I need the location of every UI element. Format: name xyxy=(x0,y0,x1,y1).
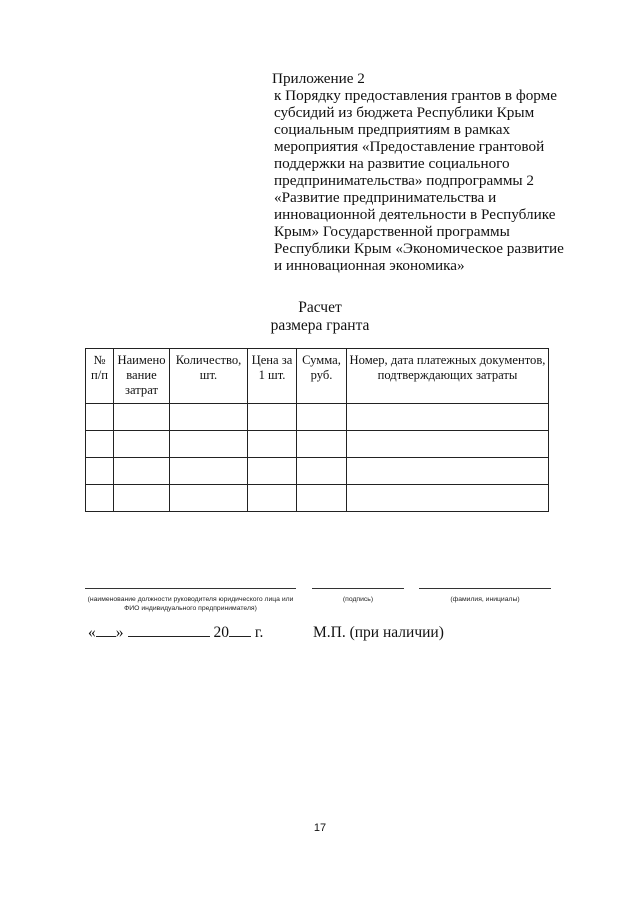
table-row xyxy=(86,404,549,431)
position-signature-line[interactable] xyxy=(85,588,296,589)
date-close-quote: » xyxy=(115,624,124,641)
table-cell[interactable] xyxy=(86,485,114,512)
page-number: 17 xyxy=(313,822,327,834)
table-cell[interactable] xyxy=(114,485,170,512)
table-cell[interactable] xyxy=(297,485,347,512)
table-cell[interactable] xyxy=(170,404,248,431)
table-row xyxy=(86,431,549,458)
table-cell[interactable] xyxy=(170,431,248,458)
appendix-title: Приложение 2 xyxy=(272,70,365,87)
date-open-quote: « xyxy=(88,624,96,641)
year-suffix: г. xyxy=(254,624,264,641)
position-caption: (наименование должности руководителя юридического лица или ФИО индивидуального предпринимателя) xyxy=(87,596,294,612)
table-cell[interactable] xyxy=(248,485,297,512)
day-field[interactable] xyxy=(96,624,116,637)
table-cell[interactable] xyxy=(170,485,248,512)
table-cell[interactable] xyxy=(297,431,347,458)
date-line xyxy=(88,624,263,642)
table-row xyxy=(86,485,549,512)
header-cell-sum: Сумма, руб. xyxy=(297,349,347,404)
header-cell-expense-name: Наимено вание затрат xyxy=(114,349,170,404)
calc-title: Расчет xyxy=(298,299,342,316)
year-prefix: 20 xyxy=(213,624,229,641)
table-cell[interactable] xyxy=(347,404,549,431)
table-row xyxy=(86,458,549,485)
table-cell[interactable] xyxy=(114,404,170,431)
table-cell[interactable] xyxy=(297,458,347,485)
table-cell[interactable] xyxy=(114,431,170,458)
name-caption: (фамилия, инициалы) xyxy=(450,596,520,603)
header-cell-unit-price: Цена за 1 шт. xyxy=(248,349,297,404)
signature-caption: (подпись) xyxy=(342,596,374,603)
table-cell[interactable] xyxy=(86,431,114,458)
table-cell[interactable] xyxy=(170,458,248,485)
header-cell-number: № п/п xyxy=(86,349,114,404)
table-cell[interactable] xyxy=(86,404,114,431)
table-cell[interactable] xyxy=(86,458,114,485)
appendix-description: к Порядку предоставления грантов в форме субсидий из бюджета Республики Крым социальным предприятиям в рамках мероприятия «Предоставление грантовой поддержки на развитие социального предпринимательства» подпрограммы 2 «Развитие предпринимательства и инновационной деятельности в Республике Крым» Государственной программы Республики Крым «Экономическое развитие и инновационная экономика» xyxy=(274,87,564,274)
grant-calculation-table xyxy=(85,348,549,512)
table-cell[interactable] xyxy=(114,458,170,485)
calc-subtitle: размера гранта xyxy=(270,317,370,334)
month-field[interactable] xyxy=(128,624,210,637)
table-cell[interactable] xyxy=(347,431,549,458)
table-header-row xyxy=(86,349,549,404)
year-field[interactable] xyxy=(229,624,251,637)
header-cell-payment-documents: Номер, дата платежных документов, подтверждающих затраты xyxy=(347,349,549,404)
table-cell[interactable] xyxy=(297,404,347,431)
table-cell[interactable] xyxy=(248,404,297,431)
header-cell-quantity: Количество, шт. xyxy=(170,349,248,404)
name-line[interactable] xyxy=(419,588,551,589)
table-cell[interactable] xyxy=(347,485,549,512)
stamp-place-label: М.П. (при наличии) xyxy=(313,624,444,641)
signature-line[interactable] xyxy=(312,588,404,589)
table-cell[interactable] xyxy=(347,458,549,485)
table-cell[interactable] xyxy=(248,431,297,458)
table-cell[interactable] xyxy=(248,458,297,485)
appendix-block xyxy=(272,70,572,274)
